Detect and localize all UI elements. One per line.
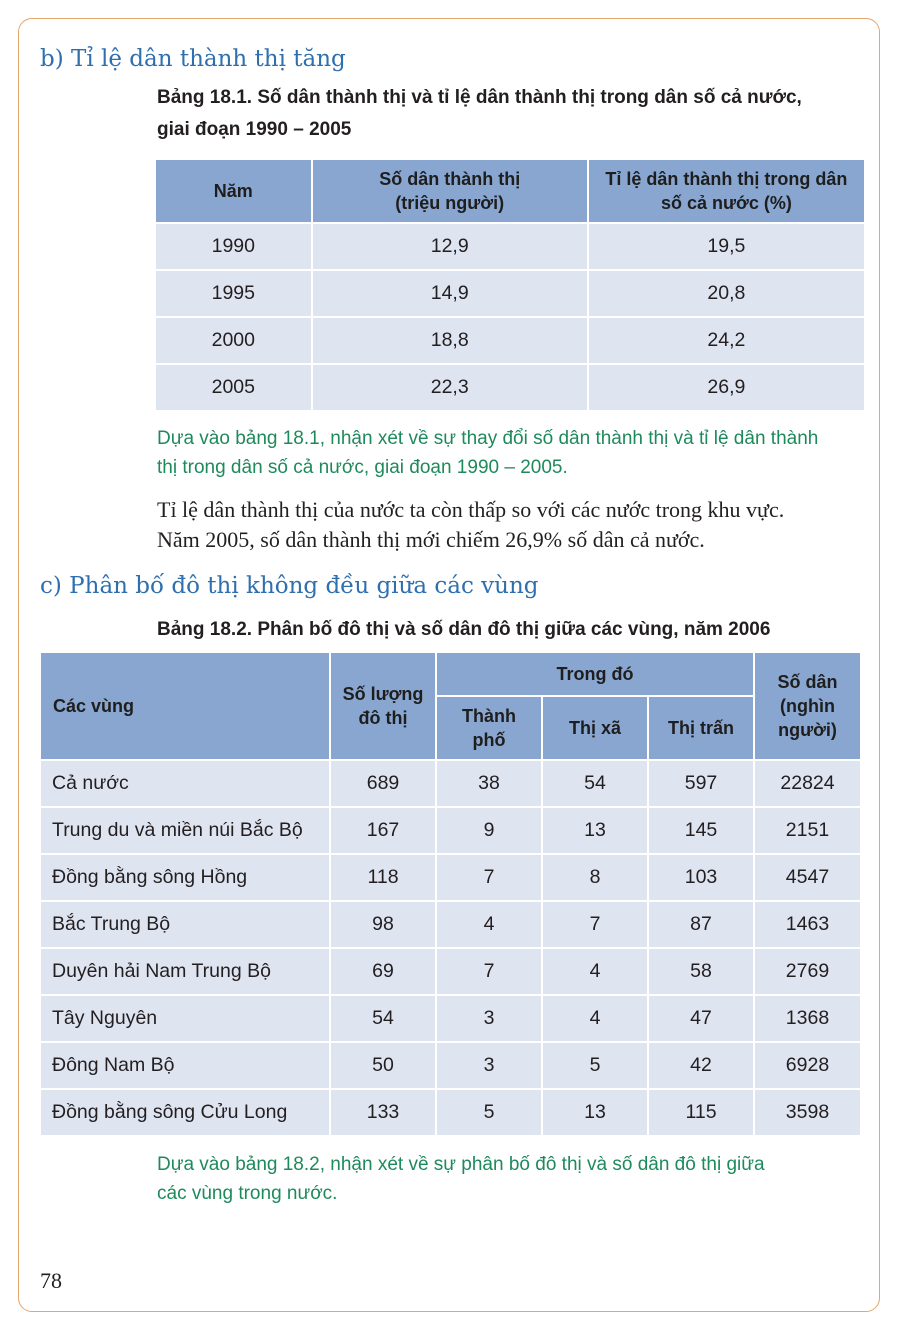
cell-urban-count: 167 <box>331 808 435 853</box>
header-urban-rate-line1: Tỉ lệ dân thành thị trong dân <box>605 169 848 189</box>
cell-year: 2000 <box>156 318 311 363</box>
cell-region: Cả nước <box>41 761 329 806</box>
table-row <box>41 761 860 806</box>
header-town: Thị xã <box>543 697 647 759</box>
cell-region: Bắc Trung Bộ <box>41 902 329 947</box>
cell-urban-rate: 19,5 <box>589 224 864 269</box>
cell-township: 58 <box>649 949 753 994</box>
header-of-which: Trong đó <box>437 653 753 695</box>
cell-township: 42 <box>649 1043 753 1088</box>
cell-urban-count: 689 <box>331 761 435 806</box>
cell-year: 1995 <box>156 271 311 316</box>
cell-township: 87 <box>649 902 753 947</box>
section-c-heading: c) Phân bố đô thị không đều giữa các vùng <box>40 573 539 599</box>
header-city-line2: phố <box>472 730 506 750</box>
cell-city: 3 <box>437 996 541 1041</box>
cell-urban-population: 18,8 <box>313 318 587 363</box>
header-township: Thị trấn <box>649 697 753 759</box>
urban-rate-paragraph-line1: Tỉ lệ dân thành thị của nước ta còn thấp so với các nước trong khu vực. <box>157 497 785 522</box>
cell-city: 4 <box>437 902 541 947</box>
header-city <box>437 697 541 759</box>
cell-city: 38 <box>437 761 541 806</box>
header-urban-population-line1: Số dân thành thị <box>379 169 521 189</box>
header-urban-population-line1: Số dân <box>777 672 838 692</box>
header-urban-population-line2: (triệu người) <box>395 193 505 213</box>
header-year: Năm <box>156 160 311 222</box>
cell-urban-population: 12,9 <box>313 224 587 269</box>
table-row <box>41 1043 860 1088</box>
cell-town: 4 <box>543 996 647 1041</box>
cell-urban-population: 3598 <box>755 1090 860 1135</box>
question-table-18-1 <box>157 424 867 482</box>
cell-town: 7 <box>543 902 647 947</box>
cell-urban-population: 2151 <box>755 808 860 853</box>
cell-town: 8 <box>543 855 647 900</box>
table-row <box>41 1090 860 1135</box>
cell-region: Đồng bằng sông Hồng <box>41 855 329 900</box>
header-urban-count-line1: Số lượng <box>342 684 424 704</box>
page-number: 78 <box>40 1268 62 1293</box>
cell-urban-population: 1463 <box>755 902 860 947</box>
header-urban-count <box>331 653 435 759</box>
urban-rate-paragraph-line2: Năm 2005, số dân thành thị mới chiếm 26,9% số dân cả nước. <box>157 527 705 552</box>
table-row <box>156 224 864 269</box>
table-row <box>41 808 860 853</box>
question-table-18-2-line2: các vùng trong nước. <box>157 1183 338 1204</box>
cell-urban-count: 98 <box>331 902 435 947</box>
cell-township: 597 <box>649 761 753 806</box>
question-table-18-1-line1: Dựa vào bảng 18.1, nhận xét về sự thay đổi số dân thành thị và tỉ lệ dân thành <box>157 428 819 449</box>
cell-urban-rate: 20,8 <box>589 271 864 316</box>
cell-town: 13 <box>543 1090 647 1135</box>
urban-rate-paragraph <box>157 495 865 555</box>
cell-city: 7 <box>437 855 541 900</box>
cell-urban-rate: 24,2 <box>589 318 864 363</box>
table-row <box>41 855 860 900</box>
cell-town: 54 <box>543 761 647 806</box>
header-urban-count-line2: đô thị <box>358 708 408 728</box>
table-18-1-caption-line1: Bảng 18.1. Số dân thành thị và tỉ lệ dân thành thị trong dân số cả nước, <box>157 87 802 108</box>
cell-town: 5 <box>543 1043 647 1088</box>
cell-city: 9 <box>437 808 541 853</box>
cell-town: 4 <box>543 949 647 994</box>
cell-urban-population: 22824 <box>755 761 860 806</box>
cell-township: 145 <box>649 808 753 853</box>
section-b-heading: b) Tỉ lệ dân thành thị tăng <box>40 46 346 72</box>
header-region: Các vùng <box>41 653 329 759</box>
table-row <box>41 902 860 947</box>
question-table-18-2-line1: Dựa vào bảng 18.2, nhận xét về sự phân bố đô thị và số dân đô thị giữa <box>157 1154 765 1175</box>
cell-urban-count: 118 <box>331 855 435 900</box>
table-18-2-caption: Bảng 18.2. Phân bố đô thị và số dân đô thị giữa các vùng, năm 2006 <box>157 619 771 640</box>
cell-year: 2005 <box>156 365 311 410</box>
cell-region: Tây Nguyên <box>41 996 329 1041</box>
table-row <box>41 996 860 1041</box>
cell-urban-population: 4547 <box>755 855 860 900</box>
table-18-2-header-row-1 <box>41 653 860 695</box>
header-urban-population-line3: người) <box>778 720 837 740</box>
question-table-18-1-line2: thị trong dân số cả nước, giai đoạn 1990 – 2005. <box>157 457 568 478</box>
header-urban-population <box>313 160 587 222</box>
cell-region: Đông Nam Bộ <box>41 1043 329 1088</box>
table-18-1 <box>154 158 866 412</box>
cell-township: 103 <box>649 855 753 900</box>
cell-urban-population: 1368 <box>755 996 860 1041</box>
cell-region: Đồng bằng sông Cửu Long <box>41 1090 329 1135</box>
table-18-1-header-row <box>156 160 864 222</box>
table-18-1-caption-line2: giai đoạn 1990 – 2005 <box>157 119 352 140</box>
cell-township: 115 <box>649 1090 753 1135</box>
cell-city: 3 <box>437 1043 541 1088</box>
header-urban-population-line2: (nghìn <box>780 696 835 716</box>
table-18-1-caption <box>157 82 867 146</box>
table-row <box>41 949 860 994</box>
cell-urban-population: 14,9 <box>313 271 587 316</box>
cell-year: 1990 <box>156 224 311 269</box>
cell-town: 13 <box>543 808 647 853</box>
cell-urban-population: 2769 <box>755 949 860 994</box>
cell-urban-population: 22,3 <box>313 365 587 410</box>
header-urban-rate-line2: số cả nước (%) <box>660 193 792 213</box>
table-row <box>156 318 864 363</box>
cell-city: 5 <box>437 1090 541 1135</box>
table-row <box>156 271 864 316</box>
cell-urban-count: 133 <box>331 1090 435 1135</box>
cell-city: 7 <box>437 949 541 994</box>
cell-urban-population: 6928 <box>755 1043 860 1088</box>
header-city-line1: Thành <box>462 706 516 726</box>
cell-urban-count: 50 <box>331 1043 435 1088</box>
table-row <box>156 365 864 410</box>
cell-township: 47 <box>649 996 753 1041</box>
cell-region: Duyên hải Nam Trung Bộ <box>41 949 329 994</box>
cell-urban-rate: 26,9 <box>589 365 864 410</box>
cell-urban-count: 69 <box>331 949 435 994</box>
cell-urban-count: 54 <box>331 996 435 1041</box>
table-18-2 <box>39 651 862 1137</box>
cell-region: Trung du và miền núi Bắc Bộ <box>41 808 329 853</box>
header-urban-population <box>755 653 860 759</box>
header-urban-rate <box>589 160 864 222</box>
question-table-18-2 <box>157 1150 867 1208</box>
